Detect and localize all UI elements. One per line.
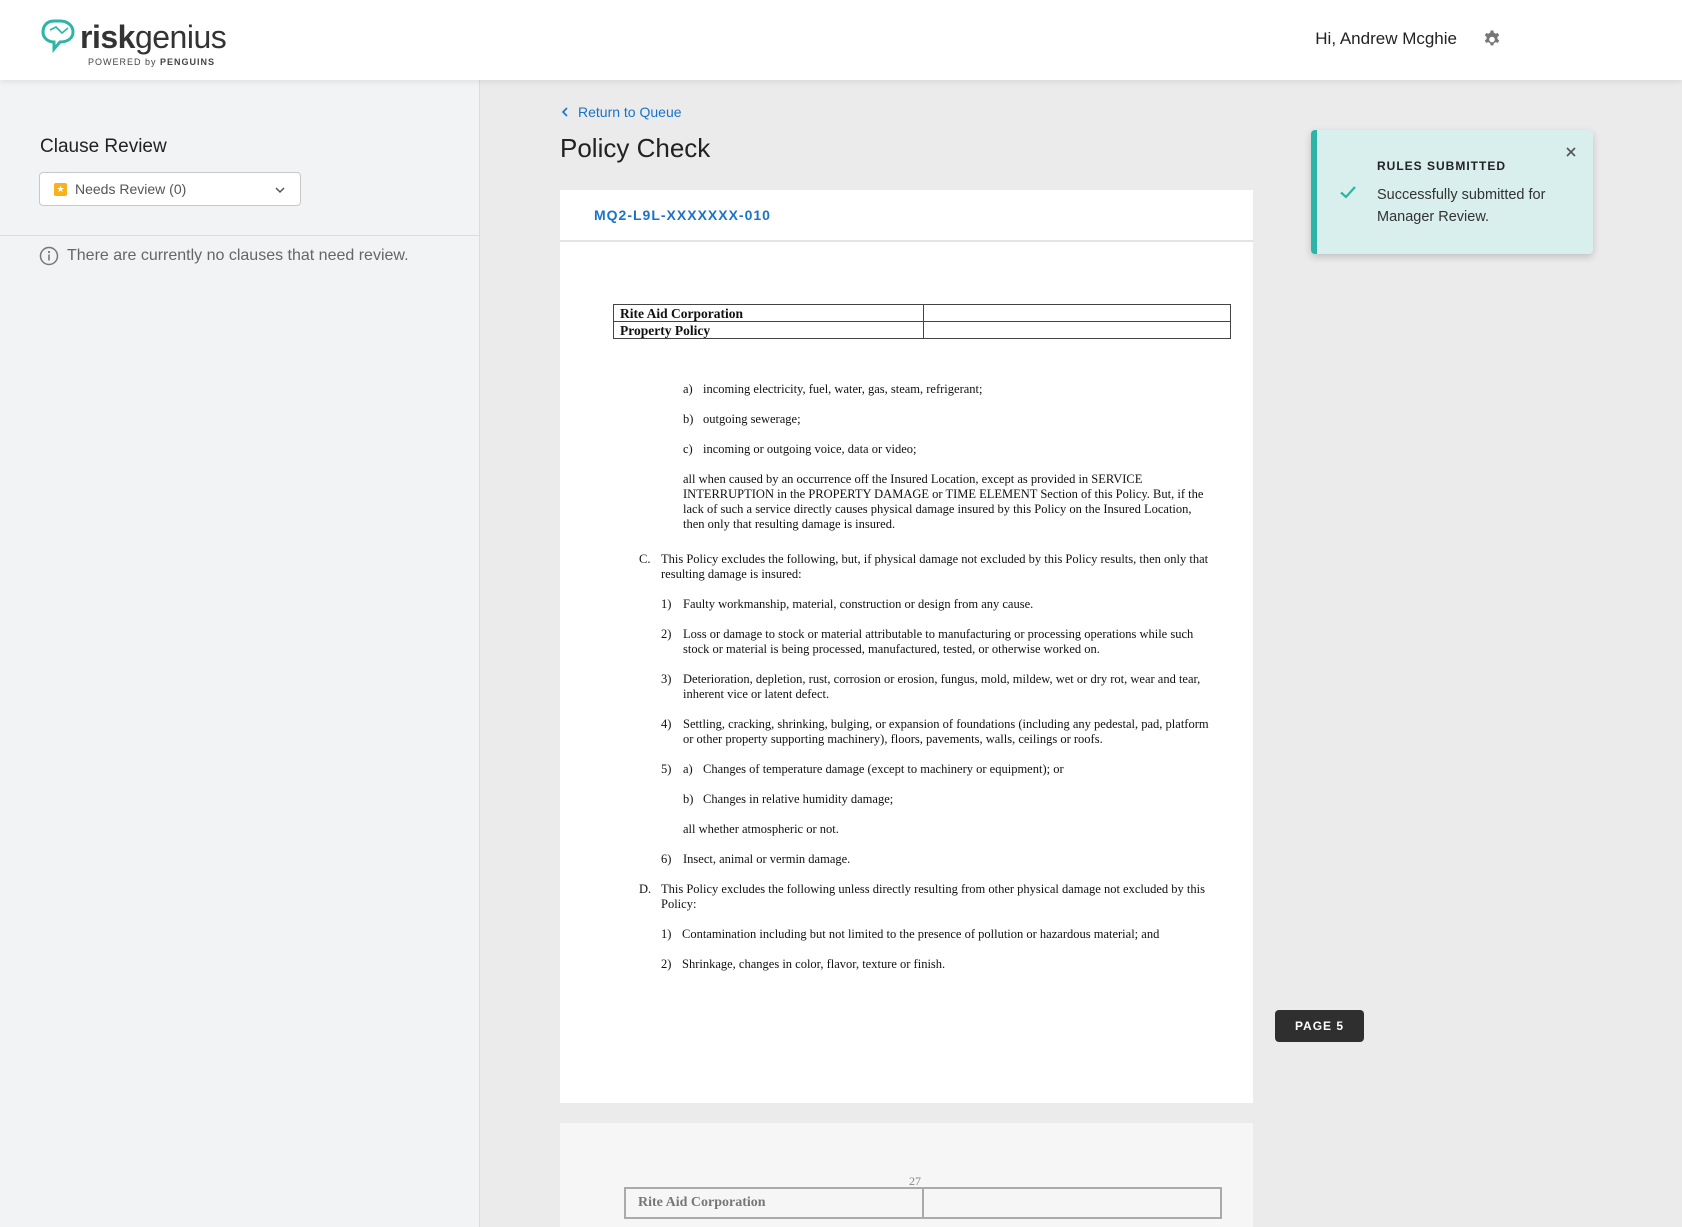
header-empty-cell — [924, 305, 1231, 322]
clause-review-sidebar — [0, 80, 480, 1227]
return-to-queue-link[interactable] — [560, 104, 682, 120]
document-paragraph: all when caused by an occurrence off the Insured Location, except as provided in SERVICE INTERRUPTION in the PROPERTY DAMAGE or TIME ELEMENT Section of this Policy. But, if the lack of such a service directly causes physical damage insured by this Policy on the Insured Location, then only that resulting damage is insured. — [683, 472, 1204, 531]
check-icon — [1339, 183, 1357, 201]
document-section-c — [639, 552, 1227, 582]
chevron-down-icon — [274, 184, 286, 196]
return-to-queue-label: Return to Queue — [578, 104, 682, 120]
info-icon — [39, 246, 59, 266]
line-text: Faulty workmanship, material, construction or design from any cause. — [683, 597, 1034, 611]
line-marker: 6) — [661, 852, 672, 866]
page-indicator-badge: PAGE 5 — [1275, 1010, 1364, 1042]
document-line — [661, 957, 945, 972]
toast-message: Successfully submitted for Manager Review. — [1377, 187, 1546, 225]
document-line — [661, 852, 850, 867]
header-policy: Property Policy — [614, 322, 924, 339]
document-line — [661, 762, 1221, 777]
chevron-left-icon — [560, 107, 570, 117]
line-text: This Policy excludes the following unless directly resulting from other physical damage not excluded by this Policy: — [661, 882, 1205, 911]
document-line — [683, 412, 801, 427]
logo-speech-bubble-icon — [40, 15, 80, 53]
next-document-page — [560, 1123, 1253, 1227]
line-marker: a) — [683, 382, 693, 396]
line-text: Changes in relative humidity damage; — [703, 792, 894, 806]
line-text: Loss or damage to stock or material attributable to manufacturing or processing operations while such stock or material is being processed, manufactured, tested, or otherwise worked on. — [683, 627, 1194, 656]
document-line — [683, 792, 893, 807]
header-empty-cell — [924, 322, 1231, 339]
review-status-value: Needs Review (0) — [75, 181, 187, 197]
user-greeting[interactable]: Hi, Andrew Mcghie — [1315, 29, 1457, 48]
page-number: 27 — [909, 1174, 921, 1188]
brand-subtitle — [88, 57, 226, 67]
line-text: Contamination including but not limited to the presence of pollution or hazardous material; and — [682, 927, 1160, 941]
brand-powered-text: POWERED by — [88, 57, 157, 67]
line-text: Settling, cracking, shrinking, bulging, or expansion of foundations (including any pedestal, pad, platform or other property supporting machinery), floors, pavements, walls, ceilings or roofs. — [683, 717, 1209, 746]
document-line — [661, 717, 1221, 747]
line-marker: 4) — [661, 717, 672, 731]
page-title: Policy Check — [560, 133, 711, 163]
brand-risk: risk — [80, 19, 135, 55]
brand-penguins-text: PENGUINS — [160, 57, 216, 67]
document-viewer[interactable] — [560, 190, 1253, 1103]
toast-title: RULES SUBMITTED — [1377, 159, 1506, 173]
empty-state-message: There are currently no clauses that need review. — [67, 247, 409, 264]
line-marker: 3) — [661, 672, 672, 686]
line-text: incoming electricity, fuel, water, gas, steam, refrigerant; — [703, 382, 983, 396]
line-text: Insect, animal or vermin damage. — [683, 852, 851, 866]
document-line — [661, 672, 1221, 702]
document-line — [661, 597, 1221, 612]
brand-genius: genius — [134, 19, 227, 55]
empty-state — [39, 246, 409, 266]
document-line — [661, 927, 1231, 942]
document-line: all whether atmospheric or not. — [683, 822, 839, 836]
line-marker: 1) — [661, 927, 672, 941]
rules-submitted-toast — [1311, 130, 1593, 254]
page-header-table — [613, 304, 1231, 339]
next-header-company: Rite Aid Corporation — [625, 1188, 923, 1218]
star-icon: ★ — [54, 183, 67, 196]
sidebar-divider — [0, 235, 480, 236]
document-id[interactable]: MQ2-L9L-XXXXXXX-010 — [594, 207, 771, 223]
document-line — [683, 382, 982, 397]
line-marker: 2) — [661, 627, 672, 641]
header-company: Rite Aid Corporation — [614, 305, 924, 322]
document-section-d — [639, 882, 1227, 912]
line-text: Deterioration, depletion, rust, corrosion or erosion, fungus, mold, mildew, wet or dry rot, wear and tear, inherent vice or latent defect. — [683, 672, 1201, 701]
line-text: Shrinkage, changes in color, flavor, texture or finish. — [682, 957, 946, 971]
line-text: This Policy excludes the following, but, if physical damage not excluded by this Policy results, then only that resulting damage is insured: — [661, 552, 1209, 581]
line-marker: D. — [639, 882, 652, 896]
document-line — [661, 627, 1221, 657]
sidebar-title: Clause Review — [40, 136, 167, 157]
next-page-header-table — [624, 1187, 1222, 1219]
review-status-select[interactable] — [39, 172, 301, 206]
line-marker: b) — [683, 412, 694, 426]
line-text: outgoing sewerage; — [703, 412, 801, 426]
line-marker: b) — [683, 792, 694, 806]
top-bar — [0, 0, 1682, 80]
line-text: incoming or outgoing voice, data or video; — [703, 442, 917, 456]
document-line — [683, 442, 917, 457]
header-empty-cell — [923, 1188, 1221, 1218]
line-marker: c) — [683, 442, 693, 456]
line-text: Changes of temperature damage (except to machinery or equipment); or — [703, 762, 1064, 776]
gear-icon[interactable] — [1482, 29, 1502, 49]
line-marker: 2) — [661, 957, 672, 971]
close-icon[interactable] — [1561, 142, 1581, 162]
document-header — [560, 190, 1253, 242]
risk-genius-logo[interactable] — [40, 15, 226, 67]
line-marker: 5) — [661, 762, 672, 776]
line-marker: 1) — [661, 597, 672, 611]
line-marker: C. — [639, 552, 651, 566]
line-submarker: a) — [683, 762, 693, 776]
